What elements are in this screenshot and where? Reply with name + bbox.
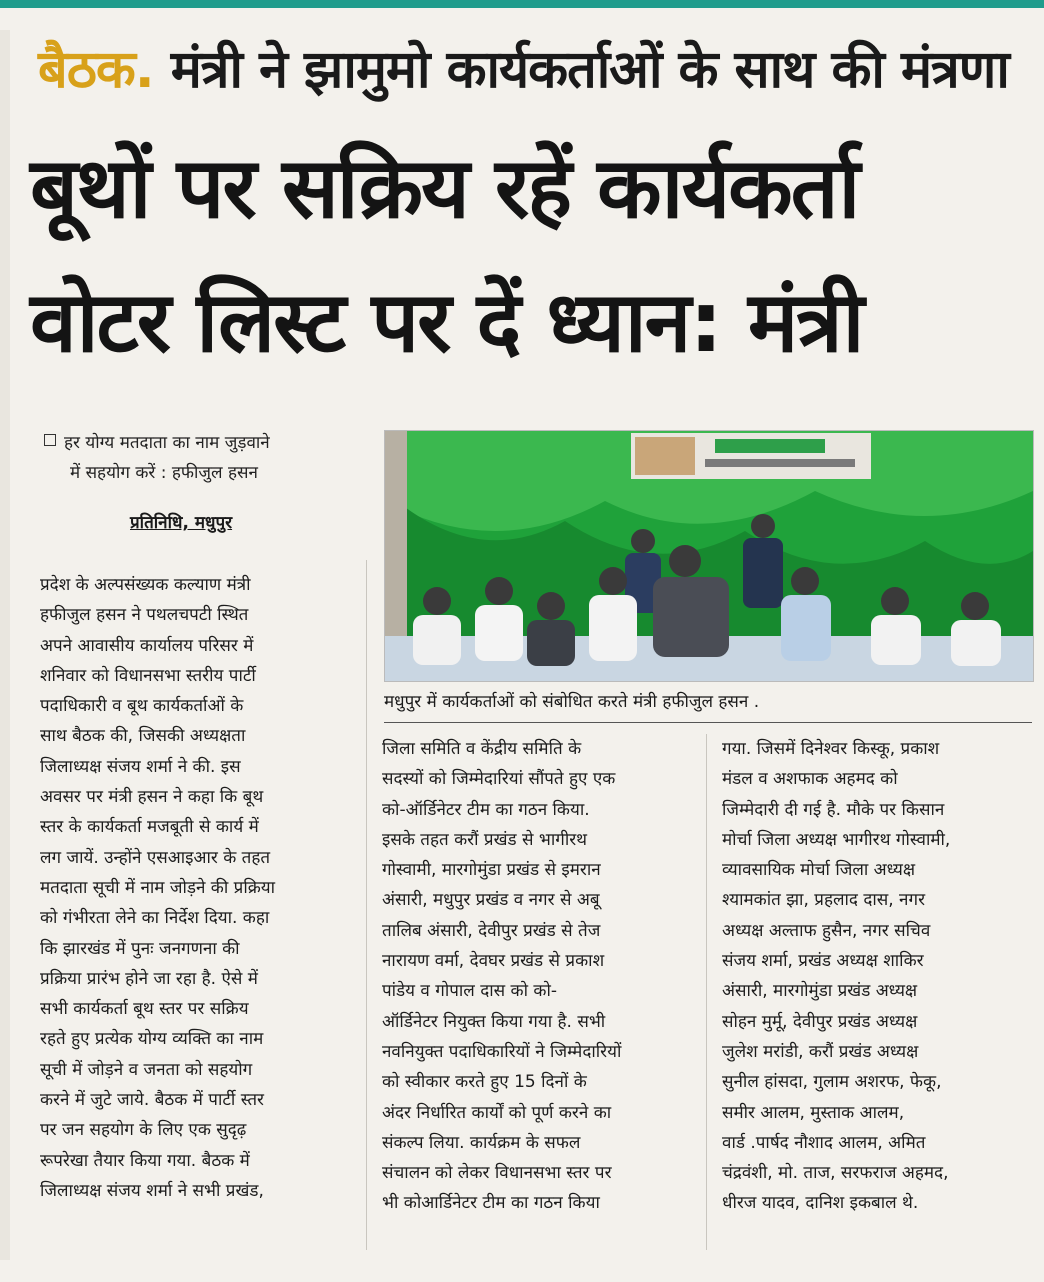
article-column-1: [40, 570, 352, 1206]
text-line: मंडल व अशफाक अहमद को: [722, 769, 898, 790]
subheadline: [44, 428, 364, 488]
text-line: धीरज यादव, दानिश इकबाल थे.: [722, 1193, 919, 1214]
text-line: जिलाध्यक्ष संजय शर्मा ने सभी प्रखंड,: [40, 1180, 264, 1201]
kicker-line: [38, 30, 1038, 110]
article-column-2: [382, 734, 694, 1219]
headline-line-1: बूथों पर सक्रिय रहें कार्यकर्ता: [30, 139, 859, 237]
photo-caption: मधुपुर में कार्यकर्ताओं को संबोधित करते मंत्री हफीजुल हसन .: [384, 692, 760, 712]
text-line: सूची में जोड़ने व जनता को सहयोग: [40, 1059, 253, 1080]
text-line: पदाधिकारी व बूथ कार्यकर्ताओं के: [40, 696, 244, 717]
text-line: रहते हुए प्रत्येक योग्य व्यक्ति का नाम: [40, 1029, 264, 1050]
text-line: करने में जुटे जाये. बैठक में पार्टी स्तर: [40, 1090, 264, 1111]
text-line: मोर्चा जिला अध्यक्ष भागीरथ गोस्वामी,: [722, 829, 951, 850]
text-line: संजय शर्मा, प्रखंड अध्यक्ष शाकिर: [722, 951, 924, 972]
text-line: अंदर निर्धारित कार्यों को पूर्ण करने का: [382, 1102, 612, 1123]
text-line: इसके तहत करौं प्रखंड से भागीरथ: [382, 829, 588, 850]
text-line: चंद्रवंशी, मो. ताज, सरफराज अहमद,: [722, 1163, 949, 1184]
text-line: अवसर पर मंत्री हसन ने कहा कि बूथ: [40, 787, 264, 808]
text-line: अंसारी, मारगोमुंडा प्रखंड अध्यक्ष: [722, 981, 918, 1002]
text-line: जिला समिति व केंद्रीय समिति के: [382, 739, 582, 759]
subheadline-line-1: हर योग्य मतदाता का नाम जुड़वाने: [44, 428, 364, 458]
text-line: को गंभीरता लेने का निर्देश दिया. कहा: [40, 908, 270, 929]
article-column-3: [722, 734, 1034, 1219]
text-line: पांडेय व गोपाल दास को को-: [382, 981, 558, 1002]
kicker-tag: बैठक: [38, 40, 135, 100]
text-line: व्यावसायिक मोर्चा जिला अध्यक्ष: [722, 860, 916, 881]
text-line: श्यामकांत झा, प्रहलाद दास, नगर: [722, 890, 926, 911]
text-line: कि झारखंड में पुनः जनगणना की: [40, 938, 240, 959]
text-line: को स्वीकार करते हुए 15 दिनों के: [382, 1072, 587, 1093]
page-margin: [0, 30, 10, 1260]
column-divider-1: [366, 560, 367, 1250]
text-line: समीर आलम, मुस्ताक आलम,: [722, 1102, 905, 1123]
text-line: शनिवार को विधानसभा स्तरीय पार्टी: [40, 665, 256, 686]
text-line: मतदाता सूची में नाम जोड़ने की प्रक्रिया: [40, 877, 276, 898]
bullet-box-icon: [44, 434, 56, 446]
text-line: जिलाध्यक्ष संजय शर्मा ने की. इस: [40, 756, 241, 777]
text-line: नवनियुक्त पदाधिकारियों ने जिम्मेदारियों: [382, 1041, 622, 1062]
text-line: नारायण वर्मा, देवघर प्रखंड से प्रकाश: [382, 951, 605, 972]
text-line: तालिब अंसारी, देवीपुर प्रखंड से तेज: [382, 920, 601, 941]
text-line: सदस्यों को जिम्मेदारियां सौंपते हुए एक: [382, 769, 616, 790]
text-line: संकल्प लिया. कार्यक्रम के सफल: [382, 1132, 581, 1153]
text-line: सुनील हांसदा, गुलाम अशरफ, फेकू,: [722, 1072, 942, 1093]
text-line: जिम्मेदारी दी गई है. मौके पर किसान: [722, 799, 945, 820]
text-line: प्रदेश के अल्पसंख्यक कल्याण मंत्री: [40, 575, 251, 595]
text-line: वार्ड .पार्षद नौशाद आलम, अमित: [722, 1132, 926, 1153]
text-line: ऑर्डिनेटर नियुक्त किया गया है. सभी: [382, 1011, 606, 1032]
text-line: प्रक्रिया प्रारंभ होने जा रहा है. ऐसे में: [40, 968, 258, 989]
meeting-photo-illustration: [385, 431, 1033, 681]
text-line: भी कोआर्डिनेटर टीम का गठन किया: [382, 1193, 600, 1214]
text-line: को-ऑर्डिनेटर टीम का गठन किया.: [382, 799, 590, 820]
subheadline-line-2: में सहयोग करें : हफीजुल हसन: [70, 463, 258, 483]
text-line: रूपरेखा तैयार किया गया. बैठक में: [40, 1150, 250, 1171]
text-line: सभी कार्यकर्ता बूथ स्तर पर सक्रिय: [40, 999, 249, 1020]
kicker-dot: .: [134, 40, 154, 100]
text-line: हफीजुल हसन ने पथलचपटी स्थित: [40, 605, 249, 626]
text-line: संचालन को लेकर विधानसभा स्तर पर: [382, 1163, 612, 1184]
text-line: अध्यक्ष अल्ताफ हुसैन, नगर सचिव: [722, 920, 931, 941]
top-color-bar: [0, 0, 1044, 8]
text-line: गया. जिसमें दिनेश्वर किस्कू, प्रकाश: [722, 739, 940, 759]
text-line: पर जन सहयोग के लिए एक सुदृढ़: [40, 1120, 247, 1141]
text-line: अपने आवासीय कार्यालय परिसर में: [40, 635, 254, 656]
text-line: अंसारी, मधुपुर प्रखंड व नगर से अबू: [382, 890, 600, 911]
text-line: लग जायें. उन्होंने एसआइआर के तहत: [40, 847, 271, 868]
kicker-text: मंत्री ने झामुमो कार्यकर्ताओं के साथ की मंत्रणा: [153, 40, 1009, 100]
text-line: गोस्वामी, मारगोमुंडा प्रखंड से इमरान: [382, 860, 601, 881]
caption-divider: [384, 722, 1032, 723]
text-line: साथ बैठक की, जिसकी अध्यक्षता: [40, 726, 246, 747]
news-photo: [384, 430, 1034, 682]
byline: प्रतिनिधि, मधुपुर: [130, 513, 233, 533]
text-line: सोहन मुर्मू, देवीपुर प्रखंड अध्यक्ष: [722, 1011, 918, 1032]
column-divider-2: [706, 734, 707, 1250]
text-line: जुलेश मरांडी, करौं प्रखंड अध्यक्ष: [722, 1041, 919, 1062]
headline-line-2: वोटर लिस्ट पर दें ध्यान: मंत्री: [30, 273, 863, 371]
text-line: स्तर के कार्यकर्ता मजबूती से कार्य में: [40, 817, 259, 838]
